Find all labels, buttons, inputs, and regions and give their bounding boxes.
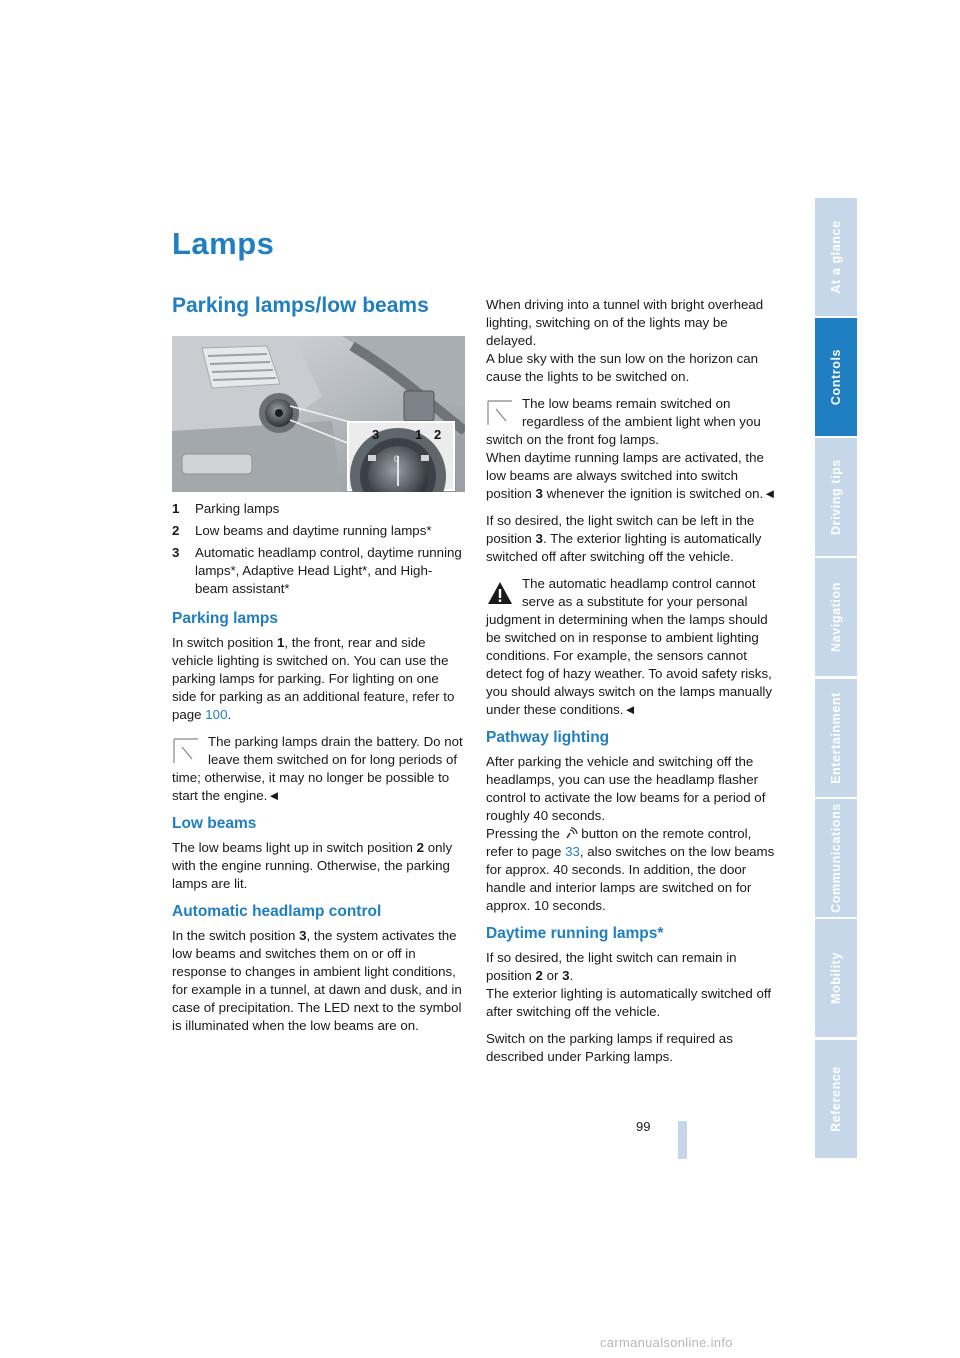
list-number: 1: [172, 501, 180, 516]
low-beams-text: The low beams light up in switch position 2 only with the engine running. Otherwise, the parking lamps are lit.: [172, 840, 453, 891]
figure-label-1: 1: [415, 427, 423, 442]
list-text: Parking lamps: [195, 501, 280, 516]
warning-icon: [486, 579, 514, 607]
tab-at-a-glance[interactable]: At a glance: [815, 198, 857, 316]
tab-driving-tips[interactable]: Driving tips: [815, 438, 857, 556]
tab-controls[interactable]: Controls: [815, 318, 857, 436]
remote-control-text: Pressing the button on the remote control, refer to page 33, also switches on the low beams for approx. 40 seconds. In addition, the door handle and interior lamps are switched on for approx. 10 seconds.: [486, 826, 775, 913]
page-title: Lamps: [172, 226, 275, 261]
section-title: Parking lamps/low beams: [172, 294, 429, 317]
svg-text:0: 0: [394, 454, 400, 464]
list-number: 3: [172, 545, 180, 560]
heading-low-beams: Low beams: [172, 815, 257, 832]
list-item: [172, 544, 465, 598]
blue-sky-text: A blue sky with the sun low on the horizon can cause the lights to be switched on.: [486, 351, 759, 384]
list-item: [172, 522, 465, 540]
daytime-text: If so desired, the light switch can remain in position 2 or 3.: [486, 950, 737, 983]
heading-parking-lamps: Parking lamps: [172, 610, 278, 627]
page-marker: [678, 1121, 687, 1159]
tab-navigation[interactable]: Navigation: [815, 558, 857, 676]
daytime-parking-text: Switch on the parking lamps if required as described under Parking lamps.: [486, 1031, 733, 1064]
heading-pathway-lighting: Pathway lighting: [486, 729, 610, 746]
remote-signal-icon: [564, 827, 578, 839]
page-link-33[interactable]: 33: [565, 844, 580, 859]
list-number: 2: [172, 523, 180, 538]
fog-lamps-note: The low beams remain switched on regardless of the ambient light when you switch on the front fog lamps.: [486, 396, 761, 447]
switch-positions-list: [172, 500, 465, 598]
daytime-exterior-text: The exterior lighting is automatically switched off after switching off the vehicle.: [486, 986, 772, 1019]
page-number: 99: [636, 1119, 651, 1134]
light-switch-photo: [172, 336, 465, 492]
watermark: carmanualsonline.info: [600, 1335, 733, 1350]
tab-communications[interactable]: Communications: [815, 799, 857, 917]
right-column: [486, 296, 780, 1075]
daytime-switch-text: When daytime running lamps are activated, the low beams are always switched into switch position 3 whenever the ignition is switched on.◄: [486, 450, 777, 501]
automatic-headlamp-text: In the switch position 3, the system activates the low beams and switches them on or off in response to changes in ambient light conditions, for example in a tunnel, at dawn and dusk, and in case of precipitation. The LED next to the symbol is illuminated when the low beams are on.: [172, 928, 462, 1033]
heading-automatic-headlamp-control: Automatic headlamp control: [172, 903, 382, 920]
list-text: Automatic headlamp control, daytime running lamps*, Adaptive Head Light*, and High-beam assistant*: [195, 545, 462, 596]
list-text: Low beams and daytime running lamps*: [195, 523, 432, 538]
parking-lamps-text: In switch position 1, the front, rear and side vehicle lighting is switched on. You can use the parking lamps for parking. For lighting on one side for parking as an additional feature, refer to page 100.: [172, 635, 455, 722]
note-icon: [172, 737, 200, 765]
tab-reference[interactable]: Reference: [815, 1040, 857, 1158]
pathway-text: After parking the vehicle and switching off the headlamps, you can use the headlamp flasher control to activate the low beams for a period of roughly 40 seconds.: [486, 754, 766, 823]
note-icon: [486, 399, 514, 427]
tunnel-text: When driving into a tunnel with bright overhead lighting, switching on of the lights may be delayed.: [486, 297, 764, 348]
figure-label-3: 3: [372, 427, 380, 442]
light-switch-position-text: If so desired, the light switch can be left in the position 3. The exterior lighting is automatically switched off after switching off the vehicle.: [486, 513, 762, 564]
chapter-tabs: [815, 198, 857, 1159]
heading-daytime-running-lamps: Daytime running lamps*: [486, 925, 664, 942]
tab-mobility[interactable]: Mobility: [815, 919, 857, 1037]
figure-label-2: 2: [434, 427, 442, 442]
warning-note: The automatic headlamp control cannot serve as a substitute for your personal judgment in determining when the lamps should be switched on in response to ambient lighting conditions. For example, the sensors cannot detect fog of hazy weather. To avoid safety risks, you should always switch on the lamps manually under these conditions.◄: [486, 576, 773, 717]
list-item: [172, 500, 465, 518]
page-link-100[interactable]: 100: [205, 707, 228, 722]
left-column: [172, 500, 465, 1044]
parking-lamps-note: The parking lamps drain the battery. Do not leave them switched on for long periods of time; otherwise, it may no longer be possible to start the engine.◄: [172, 734, 463, 803]
tab-entertainment[interactable]: Entertainment: [815, 679, 857, 797]
